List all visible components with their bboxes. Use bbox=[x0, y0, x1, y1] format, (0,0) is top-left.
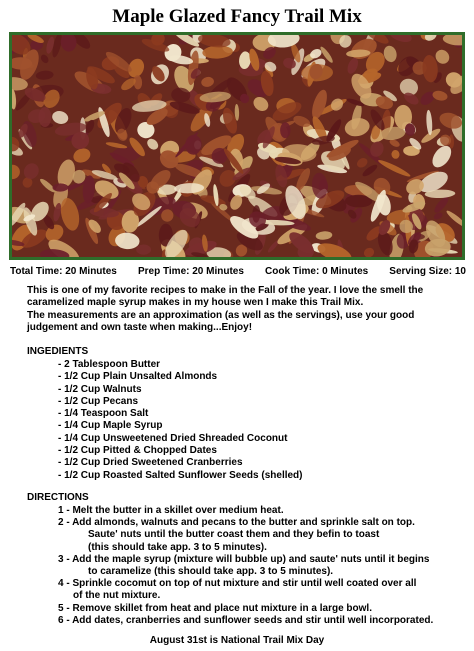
total-time: Total Time: 20 Minutes bbox=[10, 266, 117, 277]
trail-mix-image bbox=[12, 35, 462, 257]
direction-step bbox=[58, 615, 458, 627]
direction-step bbox=[58, 554, 458, 578]
recipe-title: Maple Glazed Fancy Trail Mix bbox=[112, 6, 362, 27]
ingredient-item: - 1/2 Cup Roasted Salted Sunflower Seeds (shelled) bbox=[58, 469, 303, 481]
ingredient-item: - 1/2 Cup Plain Unsalted Almonds bbox=[58, 371, 218, 383]
footer-note: August 31st is National Trail Mix Day bbox=[149, 635, 325, 646]
ingredient-item: - 1/2 Cup Pitted & Chopped Dates bbox=[58, 445, 217, 457]
direction-step-continued: to caramelize (this should take app. 3 to 5 minutes). bbox=[88, 566, 334, 578]
ingredient-item: - 1/4 Cup Maple Syrup bbox=[58, 420, 163, 432]
ingredient-item: - 1/4 Cup Unsweetened Dried Shreaded Coconut bbox=[58, 432, 288, 444]
direction-step bbox=[58, 505, 458, 517]
direction-step-continued: Saute' nuts until the butter coast them and they befin to toast bbox=[88, 529, 380, 541]
direction-step-text: 1 - Melt the butter in a skillet over medium heat. bbox=[58, 505, 284, 516]
direction-step bbox=[58, 517, 458, 554]
ingredients-heading: INGEDIENTS bbox=[27, 346, 89, 357]
direction-step-text: 4 - Sprinkle cocomut on top of nut mixture and stir until well coated over all bbox=[58, 578, 417, 590]
direction-step bbox=[58, 603, 458, 615]
direction-step-continued: (this should take app. 3 to 5 minutes). bbox=[88, 541, 267, 553]
direction-step-text: 3 - Add the maple syrup (mixture will bubble up) and saute' nuts until it begins bbox=[58, 553, 430, 565]
direction-step-text: 2 - Add almonds, walnuts and pecans to the butter and sprinkle salt on top. bbox=[58, 517, 415, 529]
intro-paragraph: The measurements are an approximation (as well as the servings), use your good judgement and own taste when making...Enjoy! bbox=[27, 309, 415, 334]
directions-heading: DIRECTIONS bbox=[27, 492, 89, 503]
trail-mix-photo bbox=[9, 32, 465, 260]
ingredients-list bbox=[58, 359, 303, 482]
prep-time: Prep Time: 20 Minutes bbox=[137, 266, 244, 277]
direction-step-continued: of the nut mixture. bbox=[73, 590, 161, 602]
cook-time: Cook Time: 0 Minutes bbox=[265, 266, 369, 277]
recipe-intro bbox=[27, 285, 467, 335]
ingredient-item: - 1/2 Cup Pecans bbox=[58, 395, 139, 407]
serving-size: Serving Size: 10 bbox=[389, 266, 466, 277]
ingredient-item: - 1/4 Teaspoon Salt bbox=[58, 408, 149, 420]
directions-list bbox=[58, 505, 458, 627]
direction-step bbox=[58, 578, 458, 602]
ingredient-item: - 2 Tablespoon Butter bbox=[58, 359, 161, 370]
recipe-stats bbox=[10, 266, 466, 277]
ingredient-item: - 1/2 Cup Walnuts bbox=[58, 383, 142, 395]
ingredient-item: - 1/2 Cup Dried Sweetened Cranberries bbox=[58, 457, 243, 469]
direction-step-text: 6 - Add dates, cranberries and sunflower seeds and stir until well incorporated. bbox=[58, 614, 434, 626]
direction-step-text: 5 - Remove skillet from heat and place nut mixture in a large bowl. bbox=[58, 602, 372, 614]
intro-paragraph: This is one of my favorite recipes to make in the Fall of the year. I love the smell the caramelized maple syrup makes in my house wen I make this Trail Mix. bbox=[27, 285, 424, 309]
